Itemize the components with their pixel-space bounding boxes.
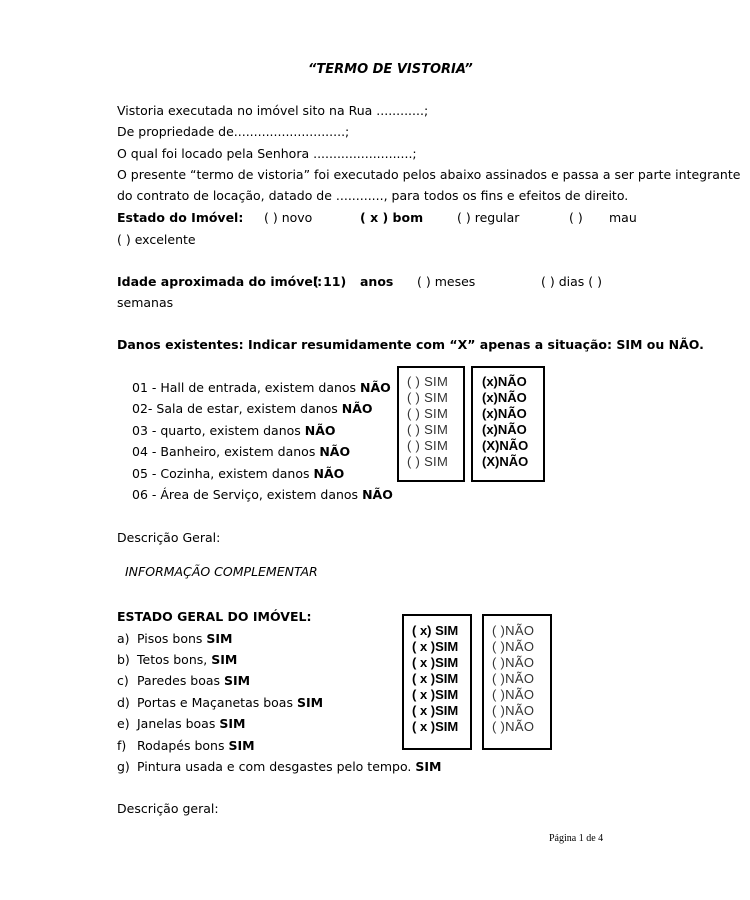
estado-regular: ( ) regular <box>457 210 520 225</box>
estado-nao-7: ( )NÃO <box>492 719 535 734</box>
estado-sim-5: ( x )SIM <box>412 687 459 702</box>
danos-item-1: 01 - Hall de entrada, existem danos NÃO <box>132 380 391 395</box>
danos-sim-2: ( ) SIM <box>407 390 449 405</box>
descricao-geral-2: Descrição geral: <box>117 801 219 816</box>
estado-sim-4: ( x )SIM <box>412 671 459 686</box>
estado-sim-1: ( x) SIM <box>412 623 459 638</box>
estado-nao-4: ( )NÃO <box>492 671 535 686</box>
estado-geral-item-b: b) Tetos bons, SIM <box>117 652 238 667</box>
danos-heading: Danos existentes: Indicar resumidamente com “X” apenas a situação: SIM ou NÃO. <box>117 337 704 352</box>
danos-sim-5: ( ) SIM <box>407 438 449 453</box>
estado-geral-item-e: e) Janelas boas SIM <box>117 716 246 731</box>
estado-nao-1: ( )NÃO <box>492 623 535 638</box>
estado-bom: ( x ) bom <box>360 210 424 225</box>
estado-nao-5: ( )NÃO <box>492 687 535 702</box>
intro-line-1: Vistoria executada no imóvel sito na Rua ............; <box>117 103 429 118</box>
danos-nao-2: (x)NÃO <box>482 390 527 405</box>
estado-mau-checkbox: ( ) <box>569 210 583 225</box>
estado-excelente: ( ) excelente <box>117 232 196 247</box>
idade-semanas: semanas <box>117 295 174 310</box>
idade-anos: anos <box>360 274 394 289</box>
idade-label: Idade aproximada do imóvel: <box>117 274 323 289</box>
page-footer: Página 1 de 4 <box>549 833 604 844</box>
danos-sim-box <box>397 366 465 482</box>
danos-item-6: 06 - Área de Serviço, existem danos NÃO <box>132 487 393 502</box>
estado-sim-6: ( x )SIM <box>412 703 459 718</box>
danos-nao-1: (x)NÃO <box>482 374 527 389</box>
estado-geral-item-a: a) Pisos bons SIM <box>117 631 233 646</box>
estado-sim-2: ( x )SIM <box>412 639 459 654</box>
intro-line-3: O qual foi locado pela Senhora .........................; <box>117 146 417 161</box>
intro-line-4: O presente “termo de vistoria” foi executado pelos abaixo assinados e passa a ser parte integrante <box>117 167 741 182</box>
danos-sim-1: ( ) SIM <box>407 374 449 389</box>
danos-sim-6: ( ) SIM <box>407 454 449 469</box>
danos-sim-4: ( ) SIM <box>407 422 449 437</box>
estado-sim-box <box>402 614 472 750</box>
danos-sim-3: ( ) SIM <box>407 406 449 421</box>
estado-nao-box <box>482 614 552 750</box>
danos-nao-6: (X)NÃO <box>482 454 529 469</box>
estado-sim-3: ( x )SIM <box>412 655 459 670</box>
danos-nao-3: (x)NÃO <box>482 406 527 421</box>
danos-item-2: 02- Sala de estar, existem danos NÃO <box>132 401 373 416</box>
danos-item-5: 05 - Cozinha, existem danos NÃO <box>132 466 345 481</box>
estado-geral-heading: ESTADO GERAL DO IMÓVEL: <box>117 609 312 624</box>
document-title: “TERMO DE VISTORIA” <box>308 62 473 77</box>
intro-line-2: De propriedade de............................; <box>117 124 350 139</box>
danos-nao-box <box>471 366 545 482</box>
danos-item-4: 04 - Banheiro, existem danos NÃO <box>132 444 351 459</box>
danos-nao-5: (X)NÃO <box>482 438 529 453</box>
intro-line-5: do contrato de locação, datado de ............, para todos os fins e efeitos de direito. <box>117 188 629 203</box>
estado-sim-7: ( x )SIM <box>412 719 459 734</box>
idade-dias: ( ) dias ( ) <box>541 274 602 289</box>
info-complementar: INFORMAÇÃO COMPLEMENTAR <box>125 564 318 579</box>
estado-nao-6: ( )NÃO <box>492 703 535 718</box>
estado-geral-item-g: g) Pintura usada e com desgastes pelo tempo. SIM <box>117 759 442 774</box>
estado-novo: ( ) novo <box>264 210 313 225</box>
descricao-geral-1: Descrição Geral: <box>117 530 221 545</box>
estado-geral-item-f: f) Rodapés bons SIM <box>117 738 255 753</box>
danos-nao-4: (x)NÃO <box>482 422 527 437</box>
estado-geral-item-c: c) Paredes boas SIM <box>117 673 251 688</box>
danos-item-3: 03 - quarto, existem danos NÃO <box>132 423 336 438</box>
estado-mau: mau <box>609 210 637 225</box>
idade-meses: ( ) meses <box>417 274 476 289</box>
estado-label: Estado do Imóvel: <box>117 210 244 225</box>
estado-geral-item-d: d) Portas e Maçanetas boas SIM <box>117 695 324 710</box>
estado-nao-3: ( )NÃO <box>492 655 535 670</box>
estado-nao-2: ( )NÃO <box>492 639 535 654</box>
idade-value: ( 11) <box>313 274 347 289</box>
